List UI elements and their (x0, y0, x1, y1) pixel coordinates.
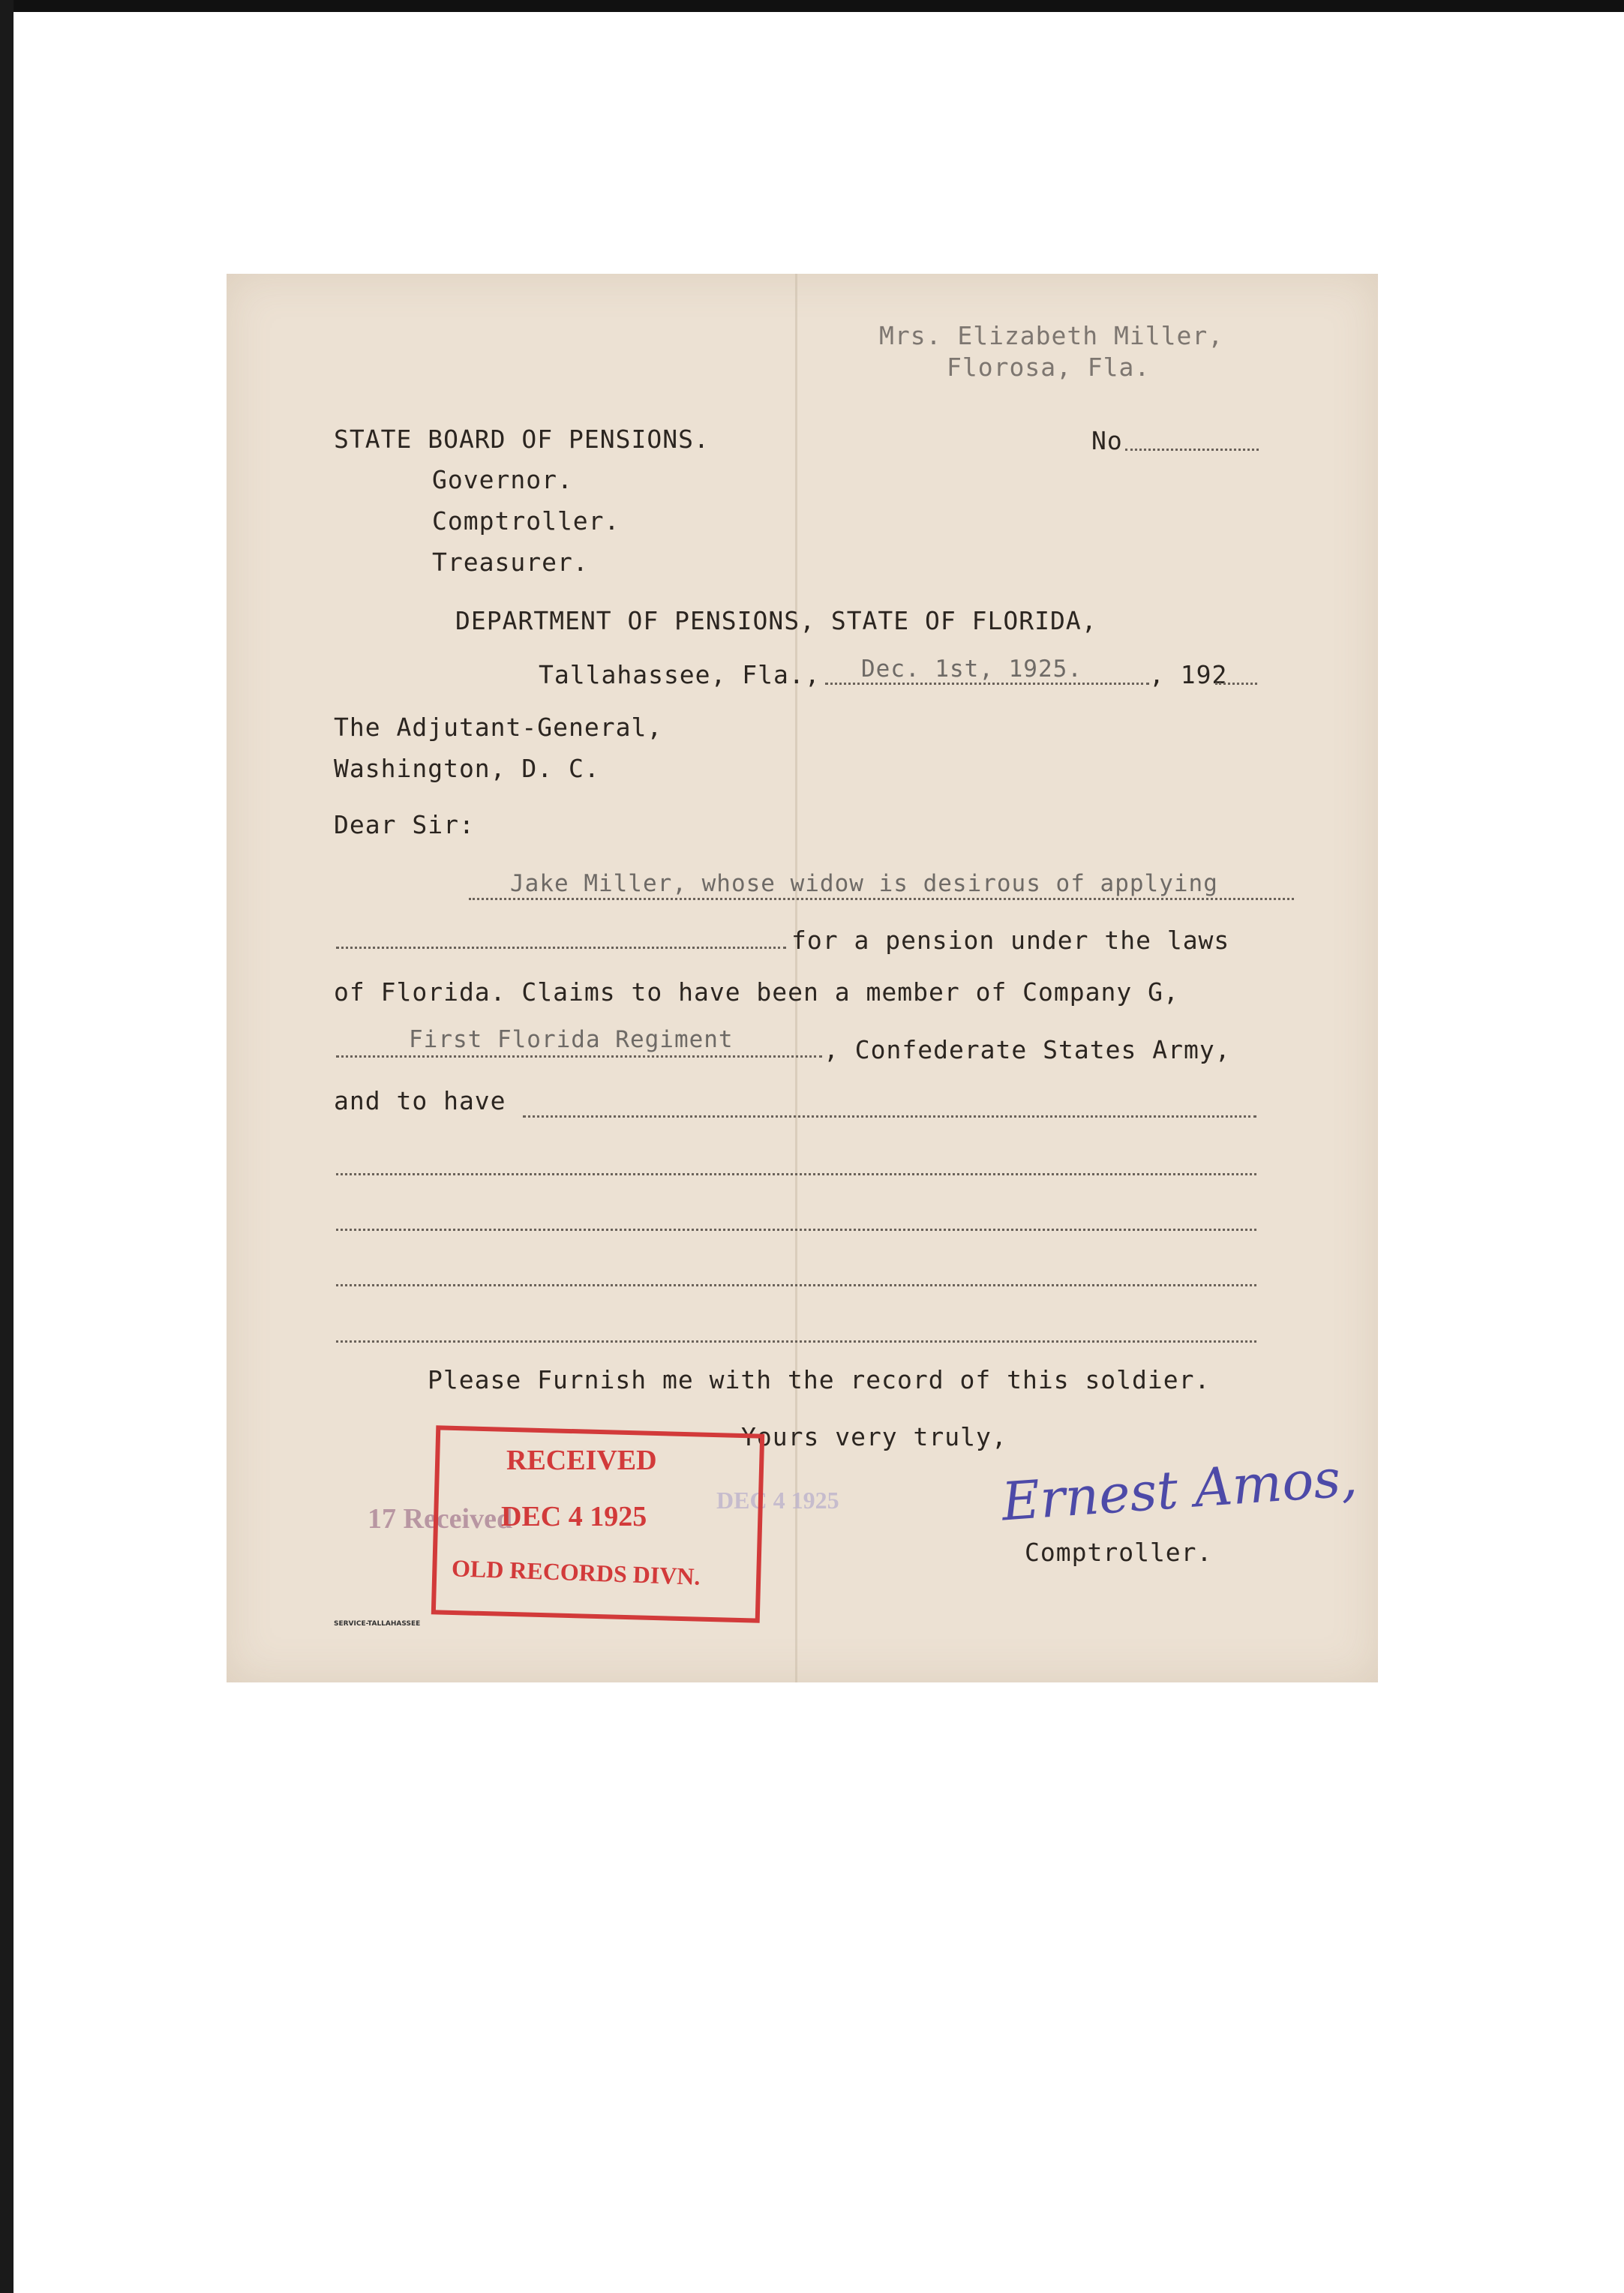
regiment-fill: First Florida Regiment (409, 1026, 734, 1053)
board-title: STATE BOARD OF PENSIONS. (334, 425, 710, 454)
body-line5: and to have (334, 1086, 506, 1115)
faded-received-stamp-right: DEC 4 1925 (716, 1487, 839, 1514)
city-label: Tallahassee, Fla., (539, 660, 821, 689)
printer-imprint: SERVICE-TALLAHASSEE (334, 1620, 421, 1628)
body-line2: for a pension under the laws (791, 926, 1230, 955)
soldier-fill: Jake Miller, whose widow is desirous of applying (510, 870, 1218, 897)
body-line4-suffix: , Confederate States Army, (824, 1035, 1231, 1064)
number-label: No (1091, 426, 1123, 455)
record-request: Please Furnish me with the record of this soldier. (428, 1365, 1211, 1394)
line5-blank (523, 1115, 1256, 1118)
date-value: Dec. 1st, 1925. (861, 656, 1082, 683)
addressee-line2: Washington, D. C. (334, 754, 600, 783)
year-prefix: , 192 (1149, 660, 1228, 689)
year-blank (1215, 683, 1257, 685)
stamp-date: DEC 4 1925 (501, 1501, 647, 1532)
stamp-division: OLD RECORDS DIVN. (451, 1554, 701, 1590)
regiment-blank (336, 1055, 822, 1058)
faded-received-stamp-left: 17 Received (368, 1503, 513, 1535)
addressee-line1: The Adjutant-General, (334, 713, 663, 742)
body-line3: of Florida. Claims to have been a member of Company G, (334, 977, 1179, 1007)
blank-line-3 (336, 1284, 1256, 1286)
scan-top-border (0, 0, 1624, 12)
date-blank (825, 683, 1149, 685)
scan-left-border (0, 0, 14, 2293)
number-blank (1125, 449, 1259, 451)
blank-line-4 (336, 1340, 1256, 1343)
valediction: Yours very truly, (741, 1422, 1007, 1451)
department-heading: DEPARTMENT OF PENSIONS, STATE OF FLORIDA, (455, 606, 1097, 635)
stamp-received-label: RECEIVED (506, 1445, 657, 1476)
soldier-blank (469, 898, 1294, 900)
member-comptroller: Comptroller. (432, 506, 620, 536)
blank-line-1 (336, 1173, 1256, 1175)
line2-blank (336, 947, 786, 949)
member-governor: Governor. (432, 465, 573, 494)
salutation: Dear Sir: (334, 810, 475, 839)
comptroller-signature: Ernest Amos, (999, 1446, 1359, 1533)
blank-line-2 (336, 1229, 1256, 1231)
recipient-place: Florosa, Fla. (947, 353, 1151, 382)
signatory-title: Comptroller. (1025, 1538, 1213, 1567)
recipient-name: Mrs. Elizabeth Miller, (879, 321, 1224, 350)
member-treasurer: Treasurer. (432, 548, 589, 577)
